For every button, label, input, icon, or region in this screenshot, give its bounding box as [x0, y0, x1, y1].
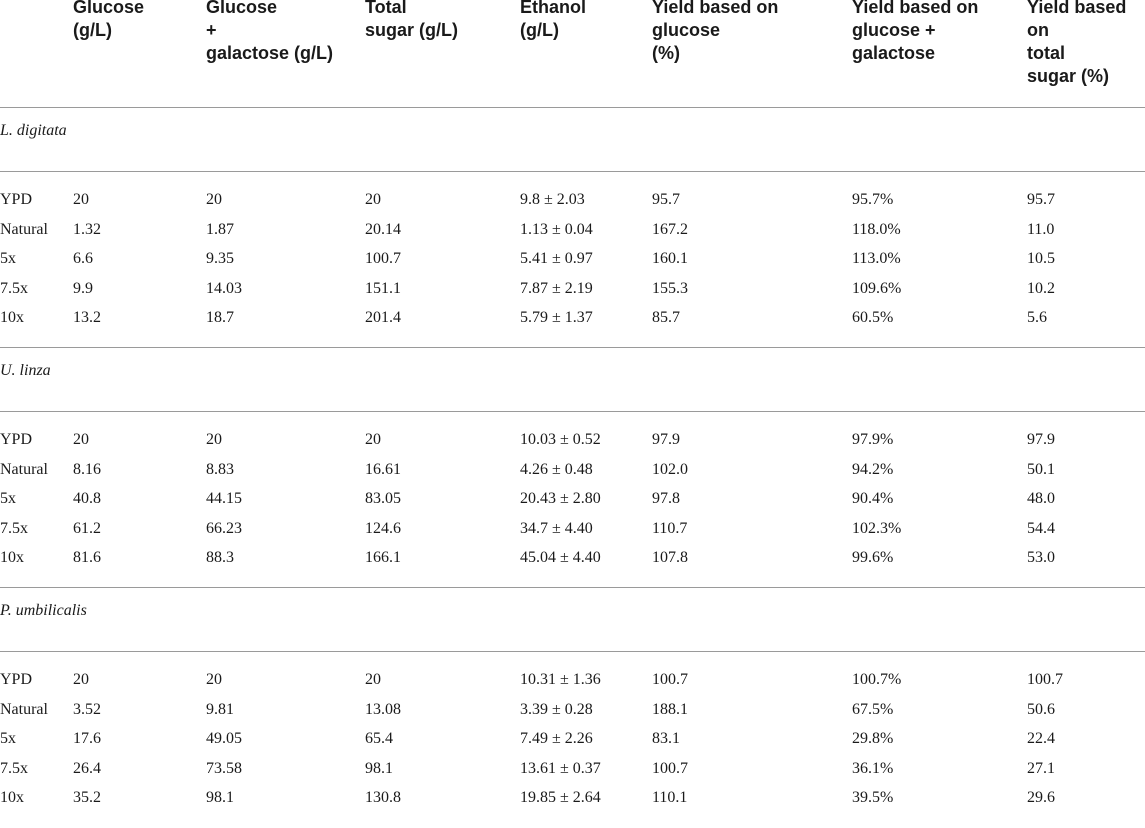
row-label: YPD — [0, 191, 33, 208]
header-yield-glucose-galactose: Yield based on glucose + galactose — [852, 0, 979, 63]
table-cell: 11.0 — [1027, 220, 1055, 238]
table-cell: 83.05 — [365, 490, 401, 508]
table-cell: 110.7 — [652, 519, 688, 537]
table-cell: 97.9 — [1027, 430, 1055, 448]
table-cell: 13.61 ± 0.37 — [520, 759, 601, 777]
table-cell: 9.9 — [73, 279, 93, 297]
section-rows — [0, 172, 1145, 333]
table-row — [0, 455, 1145, 485]
section-divider — [0, 573, 1145, 588]
table-cell: 98.1 — [206, 789, 234, 807]
table-cell: 6.6 — [73, 250, 93, 268]
row-label: 5x — [0, 490, 16, 508]
table-cell: 20 — [365, 430, 381, 448]
section-header — [0, 348, 1145, 412]
header-glucose-galactose: Glucose + galactose (g/L) — [206, 0, 334, 63]
table-cell: 83.1 — [652, 730, 680, 748]
table-row — [0, 665, 1145, 695]
table-cell: 18.7 — [206, 309, 234, 327]
table-row — [0, 274, 1145, 304]
table-cell: 167.2 — [652, 220, 688, 238]
table-cell: 17.6 — [73, 730, 101, 748]
section-title: P. umbilicalis — [0, 601, 87, 619]
table-cell: 10.2 — [1027, 279, 1055, 297]
table-cell: 39.5% — [852, 789, 894, 807]
table-cell: 20 — [73, 191, 89, 208]
table-cell: 20.14 — [365, 220, 401, 238]
table-cell: 4.26 ± 0.48 — [520, 460, 593, 478]
table-cell: 20 — [365, 191, 381, 208]
table-cell: 107.8 — [652, 549, 688, 567]
table-cell: 95.7 — [652, 191, 680, 208]
table-cell: 118.0% — [852, 220, 901, 238]
table-cell: 67.5% — [852, 700, 894, 718]
table-cell: 160.1 — [652, 250, 688, 268]
header-yield-glucose: Yield based on glucose (%) — [652, 0, 779, 63]
table-cell: 97.9 — [652, 430, 680, 448]
table-cell: 20.43 ± 2.80 — [520, 490, 601, 508]
table-section — [0, 588, 1145, 813]
table-cell: 48.0 — [1027, 490, 1055, 508]
table-cell: 98.1 — [365, 759, 393, 777]
table-row — [0, 514, 1145, 544]
table-cell: 155.3 — [652, 279, 688, 297]
table-cell: 3.39 ± 0.28 — [520, 700, 593, 718]
table-cell: 100.7 — [652, 759, 688, 777]
table-cell: 19.85 ± 2.64 — [520, 789, 601, 807]
table-cell: 27.1 — [1027, 759, 1055, 777]
section-title: U. linza — [0, 361, 51, 379]
table-cell: 97.8 — [652, 490, 680, 508]
table-cell: 10.31 ± 1.36 — [520, 670, 601, 688]
row-label: 10x — [0, 789, 24, 807]
table-cell: 20 — [206, 191, 222, 208]
row-label: 7.5x — [0, 759, 28, 777]
table-cell: 5.79 ± 1.37 — [520, 309, 593, 327]
table-cell: 3.52 — [73, 700, 101, 718]
table-row — [0, 783, 1145, 813]
row-label: YPD — [0, 670, 33, 688]
table-row — [0, 244, 1145, 274]
table-cell: 7.49 ± 2.26 — [520, 730, 593, 748]
table-row — [0, 425, 1145, 455]
section-header — [0, 108, 1145, 172]
table-cell: 8.16 — [73, 460, 101, 478]
table-cell: 97.9% — [852, 430, 894, 448]
table-cell: 60.5% — [852, 309, 894, 327]
table-cell: 50.6 — [1027, 700, 1055, 718]
table-cell: 10.5 — [1027, 250, 1055, 268]
table-row — [0, 303, 1145, 333]
header-total-sugar: Total sugar (g/L) — [365, 0, 458, 40]
table-cell: 49.05 — [206, 730, 242, 748]
table-cell: 81.6 — [73, 549, 101, 567]
table-row — [0, 695, 1145, 725]
table-cell: 102.0 — [652, 460, 688, 478]
table-cell: 109.6% — [852, 279, 902, 297]
table-cell: 44.15 — [206, 490, 242, 508]
table-cell: 8.83 — [206, 460, 234, 478]
table-cell: 13.2 — [73, 309, 101, 327]
section-divider — [0, 333, 1145, 348]
table-cell: 20 — [365, 670, 381, 688]
table-cell: 16.61 — [365, 460, 401, 478]
table-cell: 40.8 — [73, 490, 101, 508]
table-row — [0, 543, 1145, 573]
table-cell: 95.7 — [1027, 191, 1055, 208]
table-cell: 13.08 — [365, 700, 401, 718]
table-cell: 20 — [206, 430, 222, 448]
table-cell: 102.3% — [852, 519, 902, 537]
table-cell: 5.41 ± 0.97 — [520, 250, 593, 268]
table-cell: 9.8 ± 2.03 — [520, 191, 585, 208]
row-label: YPD — [0, 430, 33, 448]
table-cell: 113.0% — [852, 250, 901, 268]
table-cell: 100.7 — [365, 250, 401, 268]
table-cell: 36.1% — [852, 759, 894, 777]
row-label: 10x — [0, 309, 24, 327]
section-rows — [0, 412, 1145, 573]
table-cell: 61.2 — [73, 519, 101, 537]
table-cell: 9.81 — [206, 700, 234, 718]
table-cell: 50.1 — [1027, 460, 1055, 478]
table-cell: 54.4 — [1027, 519, 1055, 537]
table-cell: 188.1 — [652, 700, 688, 718]
table-cell: 88.3 — [206, 549, 234, 567]
table-row — [0, 215, 1145, 245]
row-label: 7.5x — [0, 279, 28, 297]
row-label: Natural — [0, 460, 48, 478]
table-cell: 73.58 — [206, 759, 242, 777]
table-cell: 130.8 — [365, 789, 401, 807]
section-title: L. digitata — [0, 122, 67, 139]
table-cell: 34.7 ± 4.40 — [520, 519, 593, 537]
table-cell: 7.87 ± 2.19 — [520, 279, 593, 297]
row-label: 10x — [0, 549, 24, 567]
row-label: Natural — [0, 700, 48, 718]
table-section — [0, 108, 1145, 348]
table-cell: 45.04 ± 4.40 — [520, 549, 601, 567]
table-cell: 110.1 — [652, 789, 688, 807]
table-cell: 1.32 — [73, 220, 101, 238]
table-cell: 100.7 — [652, 670, 688, 688]
table-header — [0, 0, 1145, 108]
row-label: 5x — [0, 730, 16, 748]
table-cell: 94.2% — [852, 460, 894, 478]
header-ethanol: Ethanol (g/L) — [520, 0, 586, 40]
table-cell: 20 — [206, 670, 222, 688]
section-header — [0, 588, 1145, 652]
table-cell: 22.4 — [1027, 730, 1055, 748]
table-cell: 166.1 — [365, 549, 401, 567]
table-cell: 100.7% — [852, 670, 902, 688]
row-label: 5x — [0, 250, 16, 268]
table-cell: 65.4 — [365, 730, 393, 748]
table-cell: 29.6 — [1027, 789, 1055, 807]
row-label: Natural — [0, 220, 48, 238]
table-row — [0, 724, 1145, 754]
table-cell: 95.7% — [852, 191, 894, 208]
table-cell: 9.35 — [206, 250, 234, 268]
table-cell: 99.6% — [852, 549, 894, 567]
table-row — [0, 754, 1145, 784]
table-cell: 90.4% — [852, 490, 894, 508]
table-cell: 20 — [73, 430, 89, 448]
table-cell: 151.1 — [365, 279, 401, 297]
table-cell: 10.03 ± 0.52 — [520, 430, 601, 448]
table-cell: 53.0 — [1027, 549, 1055, 567]
table-cell: 14.03 — [206, 279, 242, 297]
table-cell: 5.6 — [1027, 309, 1047, 327]
header-glucose: Glucose (g/L) — [73, 0, 145, 40]
table-row — [0, 185, 1145, 215]
table-cell: 1.13 ± 0.04 — [520, 220, 593, 238]
table-cell: 20 — [73, 670, 89, 688]
table-row — [0, 484, 1145, 514]
table-cell: 1.87 — [206, 220, 234, 238]
table-cell: 66.23 — [206, 519, 242, 537]
table-cell: 29.8% — [852, 730, 894, 748]
row-label: 7.5x — [0, 519, 28, 537]
table-cell: 124.6 — [365, 519, 401, 537]
header-yield-total-sugar: Yield based on total sugar (%) — [1027, 0, 1127, 86]
table-cell: 201.4 — [365, 309, 401, 327]
table-section — [0, 348, 1145, 588]
section-rows — [0, 652, 1145, 813]
table-cell: 35.2 — [73, 789, 101, 807]
table-cell: 26.4 — [73, 759, 101, 777]
table-cell: 85.7 — [652, 309, 680, 327]
table-cell: 100.7 — [1027, 670, 1063, 688]
